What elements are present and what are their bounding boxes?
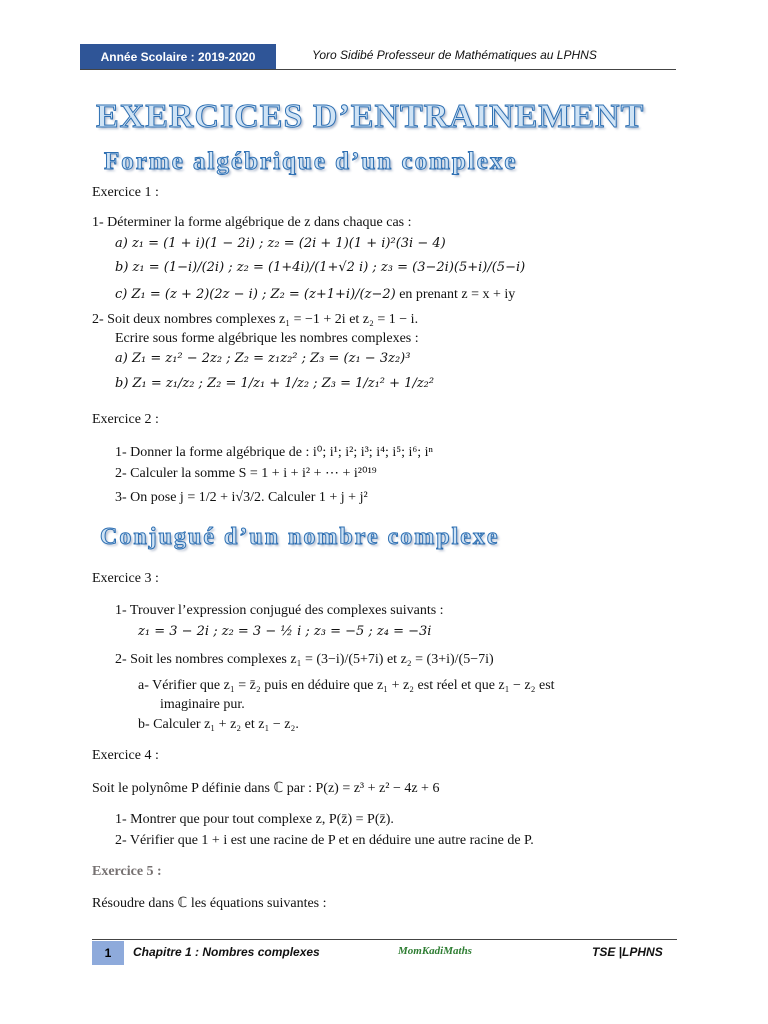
- ex3-question-1-math: z₁ = 3 − 2i ; z₂ = 3 − ½ i ; z₃ = −5 ; z₄ = −3i: [138, 624, 432, 639]
- ex1-question-1c-math: c) Z₁ = (z + 2)(2z − i) ; Z₂ = (z+1+i)/(z−2): [115, 287, 396, 302]
- school-year-badge: Année Scolaire : 2019-2020: [80, 44, 276, 69]
- ex1-question-2b: b) Z₁ = z₁/z₂ ; Z₂ = 1/z₁ + 1/z₂ ; Z₃ = 1/z₁² + 1/z₂²: [115, 376, 435, 391]
- chapter-label: Chapitre 1 : Nombres complexes: [133, 945, 320, 959]
- footer-divider: [92, 939, 677, 940]
- section-title-algebraic: Forme algébrique d’un complexe: [104, 148, 518, 175]
- ex2-question-3: 3- On pose j = 1/2 + i√3/2. Calculer 1 + j + j²: [115, 490, 368, 505]
- exercise-3-title: Exercice 3 :: [92, 571, 159, 586]
- exercise-5-title: Exercice 5 :: [92, 864, 162, 879]
- ex2-question-2: 2- Calculer la somme S = 1 + i + i² + ⋯ + i²⁰¹⁹: [115, 466, 377, 481]
- ex3-question-2b: b- Calculer z₁ + z₂ et z₁ − z₂.: [138, 717, 299, 732]
- ex1-question-1c: [115, 287, 515, 303]
- author-line: Yoro Sidibé Professeur de Mathématiques au LPHNS: [312, 48, 597, 62]
- exercise-1-title: Exercice 1 :: [92, 185, 159, 200]
- ex3-question-2a: a- Vérifier que z₁ = z̄₂ puis en déduire que z₁ + z₂ est réel et que z₁ − z₂ est: [138, 678, 555, 693]
- ex5-intro: Résoudre dans ℂ les équations suivantes :: [92, 896, 327, 911]
- ex1-question-1a: a) z₁ = (1 + i)(1 − 2i) ; z₂ = (2i + 1)(1 + i)²(3i − 4): [115, 236, 446, 251]
- exercise-2-title: Exercice 2 :: [92, 412, 159, 427]
- ex3-question-2a-cont: imaginaire pur.: [160, 697, 245, 712]
- ex3-question-1: 1- Trouver l’expression conjugué des complexes suivants :: [115, 603, 444, 618]
- ex1-question-1c-text: en prenant z = x + iy: [395, 287, 516, 302]
- ex1-question-2: 2- Soit deux nombres complexes z₁ = −1 + 2i et z₂ = 1 − i.: [92, 312, 419, 327]
- ex1-question-1b: b) z₁ = (1−i)/(2i) ; z₂ = (1+4i)/(1+√2 i) ; z₃ = (3−2i)(5+i)/(5−i): [115, 260, 526, 275]
- ex4-intro: Soit le polynôme P définie dans ℂ par : P(z) = z³ + z² − 4z + 6: [92, 781, 440, 796]
- main-title: EXERCICES D’ENTRAINEMENT: [96, 98, 645, 135]
- section-title-conjugate: Conjugué d’un nombre complexe: [100, 524, 500, 550]
- ex2-question-1: 1- Donner la forme algébrique de : i⁰; i¹; i²; i³; i⁴; i⁵; i⁶; iⁿ: [115, 445, 433, 460]
- header-divider: [80, 69, 676, 70]
- logo-text: MomKadiMaths: [398, 945, 472, 957]
- ex4-question-1: 1- Montrer que pour tout complexe z, P(z̄) = P(z̄).: [115, 812, 394, 827]
- class-label: TSE |LPHNS: [592, 945, 663, 959]
- ex1-question-2-sub: Ecrire sous forme algébrique les nombres complexes :: [115, 331, 419, 346]
- exercise-4-title: Exercice 4 :: [92, 748, 159, 763]
- ex4-question-2: 2- Vérifier que 1 + i est une racine de P et en déduire une autre racine de P.: [115, 833, 534, 848]
- page-number: 1: [92, 941, 124, 965]
- ex1-question-1: 1- Déterminer la forme algébrique de z dans chaque cas :: [92, 215, 412, 230]
- ex1-question-2a: a) Z₁ = z₁² − 2z₂ ; Z₂ = z₁z₂² ; Z₃ = (z₁ − 3z₂)³: [115, 351, 411, 366]
- ex3-question-2: 2- Soit les nombres complexes z₁ = (3−i)/(5+7i) et z₂ = (3+i)/(5−7i): [115, 652, 494, 667]
